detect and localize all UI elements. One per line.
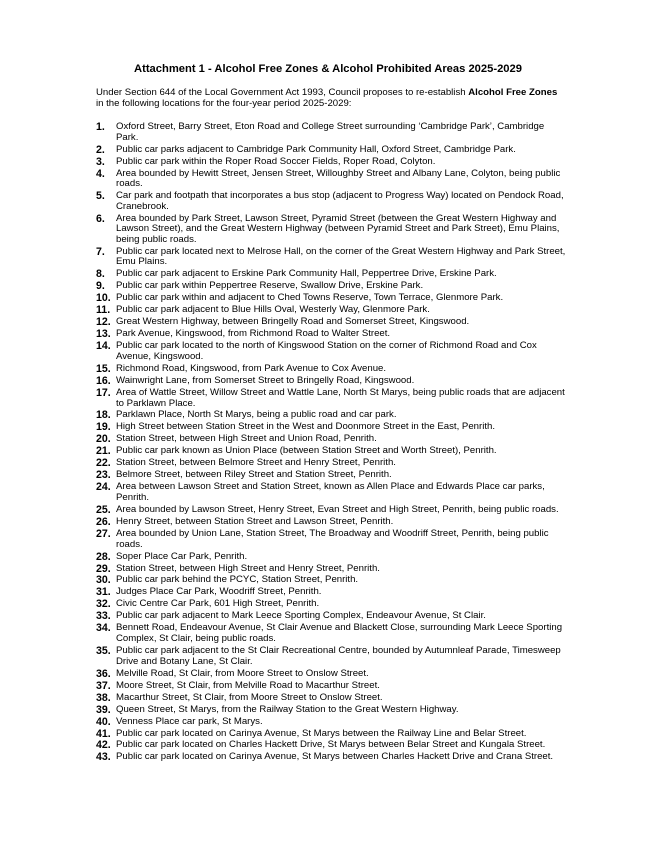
list-item	[96, 214, 566, 246]
document-title: Attachment 1 - Alcohol Free Zones & Alcohol Prohibited Areas 2025-2029	[134, 63, 522, 75]
list-item	[96, 669, 566, 680]
list-item-text: Melville Road, St Clair, from Moore Street to Onslow Street.	[116, 667, 369, 679]
list-item	[96, 529, 566, 550]
list-item-number: 7.	[96, 245, 105, 258]
list-item-text: Great Western Highway, between Bringelly Road and Somerset Street, Kingswood.	[116, 316, 470, 328]
list-item-number: 29.	[96, 562, 111, 575]
list-item-number: 3.	[96, 155, 105, 168]
list-item-number: 1.	[96, 121, 105, 133]
list-item	[96, 552, 566, 563]
list-item	[96, 329, 566, 340]
list-item-text: Bennett Road, Endeavour Avenue, St Clair Avenue and Blackett Close, surrounding Mark Leece Sporting Complex, St Clair, being public roads.	[116, 622, 563, 645]
intro-text-start: Under Section 644 of the Local Government Act 1993, Council proposes to re-establish	[96, 87, 469, 98]
list-item-number: 27.	[96, 527, 111, 540]
list-item-text: Henry Street, between Station Street and Lawson Street, Penrith.	[116, 515, 394, 527]
list-item-text: Area of Wattle Street, Willow Street and Wattle Lane, North St Marys, being public roads that are adjacent to Parklawn Place.	[116, 386, 565, 409]
list-item-number: 43.	[96, 751, 111, 764]
list-item	[96, 410, 566, 421]
list-item-text: Venness Place car park, St Marys.	[116, 715, 263, 727]
list-item-number: 39.	[96, 703, 111, 716]
list-item-text: Station Street, between Belmore Street and Henry Street, Penrith.	[116, 457, 396, 469]
list-item	[96, 269, 566, 280]
list-item-number: 18.	[96, 409, 111, 422]
list-item	[96, 717, 566, 728]
list-item	[96, 599, 566, 610]
intro-paragraph	[96, 87, 566, 109]
list-item	[96, 752, 566, 763]
list-item-number: 38.	[96, 691, 111, 704]
intro-text-end: in the following locations for the four-year period 2025-2029:	[96, 98, 352, 110]
list-item	[96, 388, 566, 409]
list-item-number: 2.	[96, 143, 105, 156]
list-item-text: Belmore Street, between Riley Street and Station Street, Penrith.	[116, 469, 392, 481]
zone-list	[96, 122, 566, 764]
list-item-text: Public car park within and adjacent to Ched Towns Reserve, Town Terrace, Glenmore Park.	[116, 292, 504, 304]
list-item-text: Public car parks adjacent to Cambridge Park Community Hall, Oxford Street, Cambridge Park.	[116, 143, 516, 155]
list-item	[96, 693, 566, 704]
list-item	[96, 564, 566, 575]
list-item-text: Public car park located on Carinya Avenue, St Marys between Charles Hackett Drive and Crana Street.	[116, 751, 554, 763]
list-item-text: Judges Place Car Park, Woodriff Street, Penrith.	[116, 586, 322, 598]
list-item-number: 24.	[96, 481, 111, 494]
list-item	[96, 470, 566, 481]
list-item-number: 13.	[96, 328, 111, 341]
list-item-text: Public car park located on Charles Hackett Drive, St Marys between Belar Street and Kungala Street.	[116, 739, 546, 751]
list-item-text: Area bounded by Union Lane, Station Street, The Broadway and Woodriff Street, Penrith, being public roads.	[116, 527, 549, 550]
list-item-number: 17.	[96, 386, 111, 399]
list-item	[96, 623, 566, 644]
list-item-number: 26.	[96, 515, 111, 528]
list-item-number: 40.	[96, 715, 111, 728]
list-item	[96, 681, 566, 692]
list-item-number: 28.	[96, 550, 111, 563]
list-item-text: Richmond Road, Kingswood, from Park Avenue to Cox Avenue.	[116, 362, 387, 374]
list-item-text: Public car park adjacent to Erskine Park Community Hall, Peppertree Drive, Erskine Park.	[116, 268, 497, 280]
list-item-text: Moore Street, St Clair, from Melville Road to Macarthur Street.	[116, 679, 380, 691]
list-item-text: Park Avenue, Kingswood, from Richmond Road to Walter Street.	[116, 328, 391, 340]
list-item	[96, 458, 566, 469]
list-item-text: Station Street, between High Street and Henry Street, Penrith.	[116, 562, 380, 574]
list-item	[96, 157, 566, 168]
list-item-text: Public car park located on Carinya Avenue, St Marys between the Railway Line and Belar Street.	[116, 727, 527, 739]
list-item-text: Macarthur Street, St Clair, from Moore Street to Onslow Street.	[116, 691, 383, 703]
list-item	[96, 740, 566, 751]
list-item-text: High Street between Station Street in the West and Doonmore Street in the East, Penrith.	[116, 421, 495, 433]
list-item	[96, 446, 566, 457]
list-item-number: 12.	[96, 316, 111, 329]
list-item	[96, 422, 566, 433]
list-item-text: Area bounded by Lawson Street, Henry Street, Evan Street and High Street, Penrith, being public roads.	[116, 503, 559, 515]
list-item-number: 32.	[96, 598, 111, 611]
list-item	[96, 293, 566, 304]
list-item	[96, 364, 566, 375]
list-item-number: 19.	[96, 421, 111, 434]
list-item	[96, 341, 566, 362]
list-item-number: 35.	[96, 645, 111, 657]
list-item-text: Public car park adjacent to Mark Leece Sporting Complex, Endeavour Avenue, St Clair.	[116, 610, 486, 622]
list-item-number: 25.	[96, 503, 111, 516]
list-item-text: Car park and footpath that incorporates a bus stop (adjacent to Progress Way) located on Pendock Road, Cranebrook.	[116, 190, 564, 212]
list-item	[96, 505, 566, 516]
intro-bold-term: Alcohol Free Zones	[468, 87, 558, 98]
list-item-text: Area between Lawson Street and Station Street, known as Allen Place and Edwards Place car parks, Penrith.	[116, 481, 545, 503]
list-item-number: 14.	[96, 340, 111, 353]
list-item-text: Public car park within the Roper Road Soccer Fields, Roper Road, Colyton.	[116, 155, 436, 167]
list-item-text: Public car park behind the PCYC, Station Street, Penrith.	[116, 574, 359, 586]
list-item-number: 15.	[96, 362, 111, 375]
list-item-text: Public car park adjacent to Blue Hills Oval, Westerly Way, Glenmore Park.	[116, 304, 430, 316]
list-item	[96, 611, 566, 622]
list-item-text: Public car park known as Union Place (between Station Street and Worth Street), Penrith.	[116, 445, 497, 457]
list-item-text: Public car park adjacent to the St Clair Recreational Centre, bounded by Autumnleaf Parade, Timesweep Drive and Botany Lane, St Clair.	[116, 645, 561, 667]
list-item-number: 11.	[96, 304, 111, 317]
list-item-text: Station Street, between High Street and Union Road, Penrith.	[116, 433, 377, 445]
list-item-text: Area bounded by Hewitt Street, Jensen Street, Willoughby Street and Albany Lane, Colyton, being public roads.	[116, 167, 561, 190]
list-item-text: Public car park located next to Melrose Hall, on the corner of the Great Western Highway and Park Street, Emu Plains.	[116, 245, 566, 268]
list-item-number: 9.	[96, 280, 105, 293]
list-item	[96, 191, 566, 212]
list-item	[96, 281, 566, 292]
list-item-text: Public car park within Peppertree Reserve, Swallow Drive, Erskine Park.	[116, 280, 424, 292]
list-item	[96, 729, 566, 740]
list-item	[96, 145, 566, 156]
list-item	[96, 122, 566, 143]
list-item-text: Queen Street, St Marys, from the Railway Station to the Great Western Highway.	[116, 703, 459, 715]
list-item-number: 16.	[96, 374, 111, 387]
list-item-number: 4.	[96, 167, 105, 180]
list-item	[96, 646, 566, 667]
list-item-text: Civic Centre Car Park, 601 High Street, Penrith.	[116, 598, 320, 610]
list-item-number: 36.	[96, 667, 111, 680]
list-item	[96, 705, 566, 716]
list-item-text: Area bounded by Park Street, Lawson Street, Pyramid Street (between the Great Western Highway and Lawson Street), and the Great Western Highway (between Pyramid Street and Park Street), Emu Plains, being public roads.	[116, 212, 560, 245]
list-item-text: Soper Place Car Park, Penrith.	[116, 550, 248, 562]
list-item-number: 37.	[96, 679, 111, 692]
list-item	[96, 517, 566, 528]
list-item	[96, 169, 566, 190]
list-item	[96, 587, 566, 598]
list-item	[96, 317, 566, 328]
list-item-text: Wainwright Lane, from Somerset Street to Bringelly Road, Kingswood.	[116, 374, 415, 386]
list-item-number: 33.	[96, 610, 111, 623]
list-item	[96, 434, 566, 445]
list-item	[96, 482, 566, 503]
list-item-number: 5.	[96, 190, 105, 203]
list-item-number: 22.	[96, 457, 111, 470]
list-item-number: 31.	[96, 586, 111, 599]
list-item	[96, 376, 566, 387]
list-item-number: 30.	[96, 574, 111, 587]
list-item-number: 10.	[96, 292, 111, 305]
list-item-number: 41.	[96, 727, 111, 740]
list-item-text: Oxford Street, Barry Street, Eton Road and College Street surrounding ‘Cambridge Park’, Cambridge Park.	[116, 121, 545, 143]
list-item-text: Public car park located to the north of Kingswood Station on the corner of Richmond Road and Cox Avenue, Kingswood.	[116, 340, 537, 362]
list-item-number: 23.	[96, 469, 111, 482]
list-item-number: 21.	[96, 445, 111, 458]
list-item	[96, 247, 566, 268]
list-item-number: 6.	[96, 212, 105, 225]
list-item	[96, 575, 566, 586]
list-item-number: 34.	[96, 622, 111, 635]
list-item-text: Parklawn Place, North St Marys, being a public road and car park.	[116, 409, 397, 421]
list-item-number: 42.	[96, 739, 111, 752]
list-item	[96, 305, 566, 316]
list-item-number: 8.	[96, 268, 105, 281]
list-item-number: 20.	[96, 433, 111, 446]
